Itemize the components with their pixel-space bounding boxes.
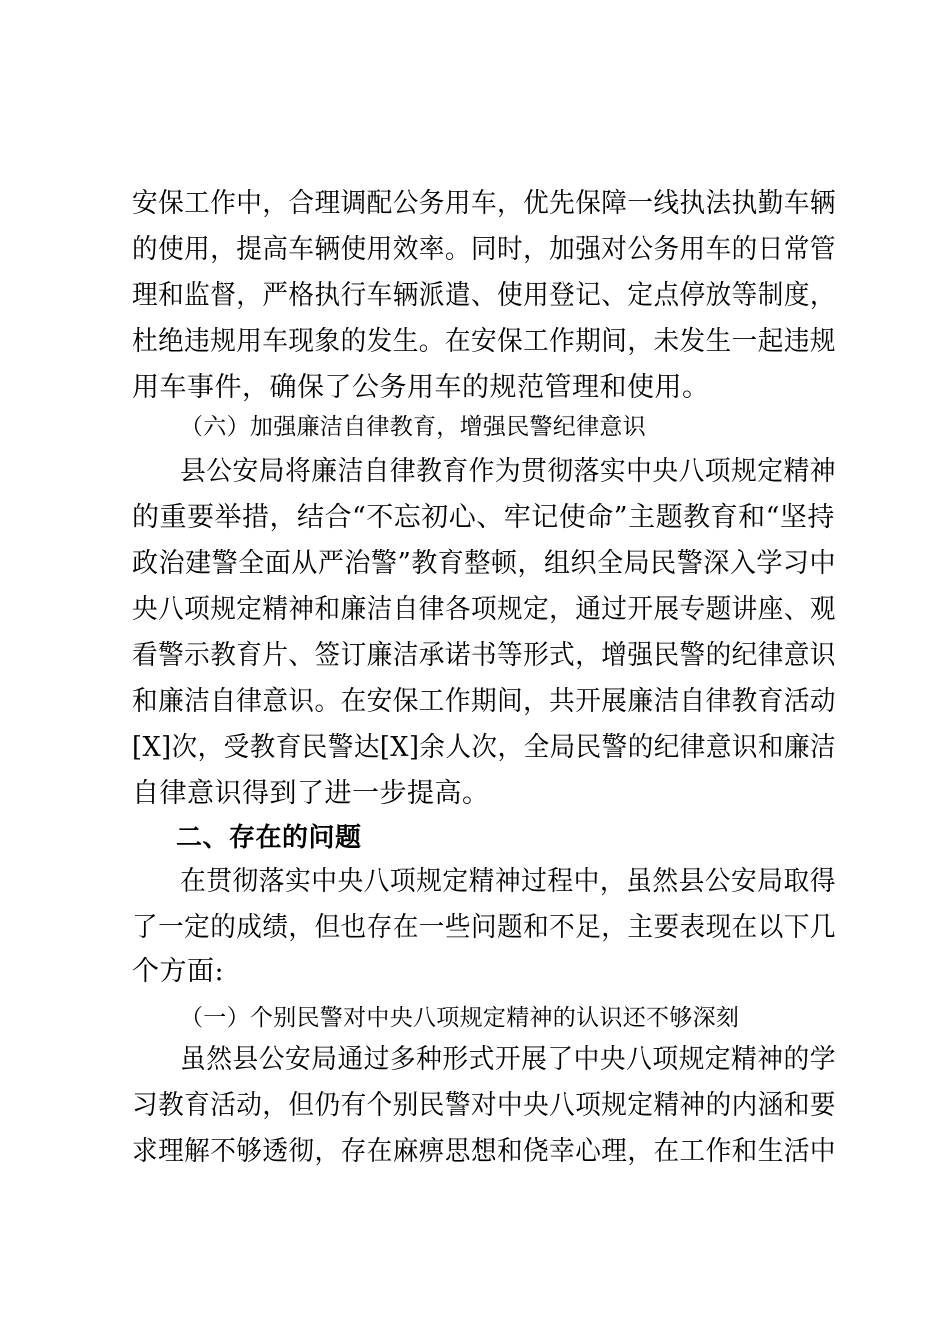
section-heading: 二、存在的问题	[176, 823, 362, 853]
subheading-one: （一）个别民警对中央八项规定精神的认识还不够深刻	[180, 1005, 740, 1031]
paragraph-line: 和廉洁自律意识。在安保工作期间，共开展廉洁自律教育活动	[132, 686, 836, 717]
paragraph-line: 县公安局将廉洁自律教育作为贯彻落实中央八项规定精神	[180, 456, 837, 487]
paragraph-line: 了一定的成绩，但也存在一些问题和不足，主要表现在以下几	[132, 912, 836, 943]
paragraph-line: 的使用，提高车辆使用效率。同时，加强对公务用车的日常管	[132, 234, 836, 265]
paragraph-line: 政治建警全面从严治警”教育整顿，组织全局民警深入学习中	[132, 548, 837, 579]
paragraph-line: 求理解不够透彻，存在麻痹思想和侥幸心理，在工作和生活中	[132, 1136, 836, 1167]
paragraph-line: 理和监督，严格执行车辆派遣、使用登记、定点停放等制度，	[132, 280, 836, 311]
paragraph-line: 安保工作中，合理调配公务用车，优先保障一线执法执勤车辆	[132, 188, 836, 219]
paragraph-line: 杜绝违规用车现象的发生。在安保工作期间，未发生一起违规	[132, 326, 836, 357]
paragraph-line: 在贯彻落实中央八项规定精神过程中，虽然县公安局取得	[180, 866, 837, 897]
paragraph-line: 虽然县公安局通过多种形式开展了中央八项规定精神的学	[180, 1044, 837, 1075]
paragraph-line: 习教育活动，但仍有个别民警对中央八项规定精神的内涵和要	[132, 1090, 836, 1121]
paragraph-line: 用车事件，确保了公务用车的规范管理和使用。	[132, 372, 710, 403]
paragraph-line: 的重要举措，结合“不忘初心、牢记使命”主题教育和“坚持	[132, 502, 835, 533]
paragraph-line: 个方面:	[132, 956, 225, 987]
subheading-six: （六）加强廉洁自律教育，增强民警纪律意识	[180, 414, 646, 440]
paragraph-line: 看警示教育片、签订廉洁承诺书等形式，增强民警的纪律意识	[132, 640, 836, 671]
paragraph-line: 央八项规定精神和廉洁自律各项规定，通过开展专题讲座、观	[132, 594, 836, 625]
paragraph-line: 自律意识得到了进一步提高。	[132, 778, 490, 809]
paragraph-line: [X]次，受教育民警达[X]余人次，全局民警的纪律意识和廉洁	[132, 732, 837, 763]
